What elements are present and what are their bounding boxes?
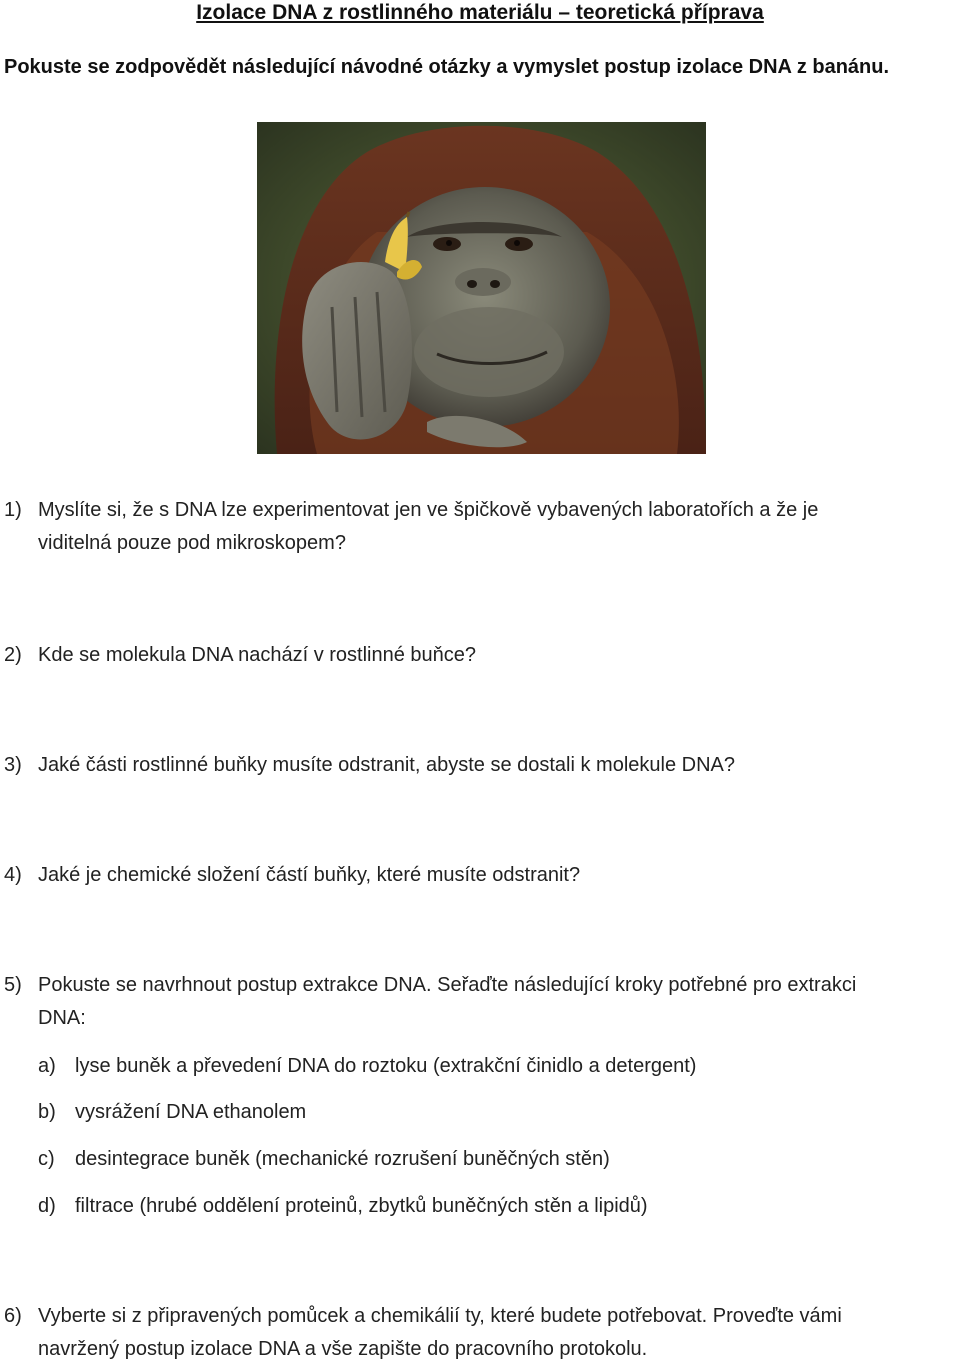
question-5-number: 5) bbox=[4, 974, 22, 996]
question-6-text-line2: navržený postup izolace DNA a vše zapište do pracovního protokolu. bbox=[38, 1338, 648, 1360]
question-1-text-line1: Myslíte si, že s DNA lze experimentovat jen ve špičkově vybavených laboratořích a že je bbox=[38, 499, 819, 521]
step-a bbox=[38, 1051, 938, 1081]
step-a-letter: a) bbox=[38, 1055, 56, 1077]
step-a-text: lyse buněk a převedení DNA do roztoku (extrakční činidlo a detergent) bbox=[75, 1055, 697, 1077]
question-3-number: 3) bbox=[4, 754, 22, 776]
question-1 bbox=[4, 494, 958, 560]
question-4-text: Jaké je chemické složení částí buňky, které musíte odstranit? bbox=[38, 864, 581, 886]
instruction-text: Pokuste se zodpovědět následující návodné otázky a vymyslet postup izolace DNA z banánu. bbox=[4, 56, 890, 78]
question-5-text-line2: DNA: bbox=[38, 1007, 86, 1029]
orangutan-photo bbox=[257, 122, 706, 454]
step-d-letter: d) bbox=[38, 1195, 56, 1217]
question-6-number: 6) bbox=[4, 1305, 22, 1327]
question-2-text: Kde se molekula DNA nachází v rostlinné buňce? bbox=[38, 644, 477, 666]
step-b-letter: b) bbox=[38, 1101, 56, 1123]
question-1-number: 1) bbox=[4, 499, 22, 521]
step-b-text: vysrážení DNA ethanolem bbox=[75, 1101, 307, 1123]
question-5 bbox=[4, 969, 958, 1035]
orangutan-illustration bbox=[257, 122, 706, 454]
question-1-text-line2: viditelná pouze pod mikroskopem? bbox=[38, 532, 346, 554]
question-6-text-line1: Vyberte si z připravených pomůcek a chemikálií ty, které budete potřebovat. Proveďte vámi bbox=[38, 1305, 842, 1327]
step-c-letter: c) bbox=[38, 1148, 55, 1170]
question-3-text: Jaké části rostlinné buňky musíte odstranit, abyste se dostali k molekule DNA? bbox=[38, 754, 735, 776]
step-c bbox=[38, 1144, 938, 1174]
step-c-text: desintegrace buněk (mechanické rozrušení buněčných stěn) bbox=[75, 1148, 610, 1170]
document-title: Izolace DNA z rostlinného materiálu – teoretická příprava bbox=[196, 1, 764, 24]
question-3 bbox=[4, 749, 958, 782]
step-d-text: filtrace (hrubé oddělení proteinů, zbytků buněčných stěn a lipidů) bbox=[75, 1195, 648, 1217]
question-2-number: 2) bbox=[4, 644, 22, 666]
step-d bbox=[38, 1191, 938, 1221]
question-4 bbox=[4, 859, 958, 892]
question-6 bbox=[4, 1300, 958, 1366]
question-2 bbox=[4, 639, 958, 672]
question-4-number: 4) bbox=[4, 864, 22, 886]
question-5-text-line1: Pokuste se navrhnout postup extrakce DNA. Seřaďte následující kroky potřebné pro extrakci bbox=[38, 974, 857, 996]
step-b bbox=[38, 1097, 938, 1127]
